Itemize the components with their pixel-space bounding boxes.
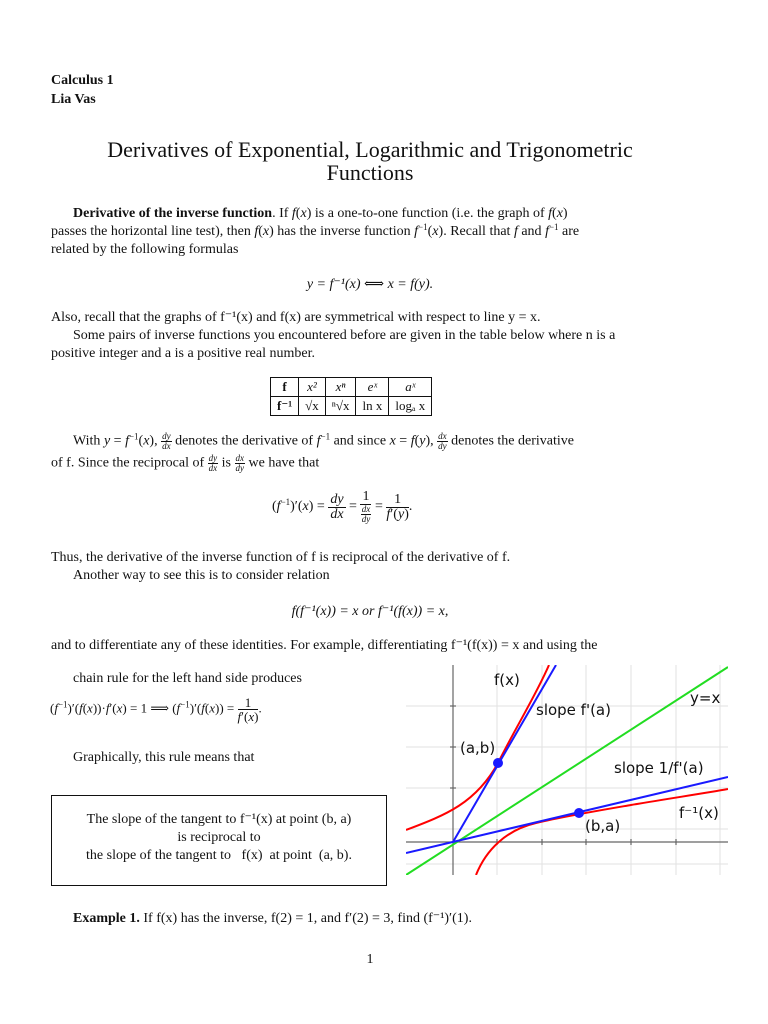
title-line-1: Derivatives of Exponential, Logarithmic and Trigonometric	[107, 137, 633, 162]
equation-chain-rule: $(f^{-1})'(f(x))\cdot f'(x) = 1$ ⟹ $(f^{-1})'(f(x))$ = $\frac{1}{f'(x)}$ .	[50, 695, 262, 724]
label-ba: (b,a)	[585, 817, 621, 835]
table-cell: ⁿ√x	[325, 397, 356, 416]
reciprocal-text: Thus, the derivative of the inverse function of f is reciprocal of the derivative of f.	[51, 550, 511, 565]
table-row-f	[271, 378, 432, 397]
example-1	[73, 910, 472, 928]
table-cell: eˣ	[356, 378, 389, 397]
chain-rule-text: chain rule for the left hand side produces	[73, 671, 302, 686]
rule-box	[51, 795, 387, 886]
equation-inverse-derivative: $(f^{-1})'(x)$ = $\frac{dy}{dx}$ = $\frac{1}{\frac{dx}{dy}}$ = $\frac{1}{f'(y)}$ .	[272, 489, 413, 524]
symmetry-text: Also, recall that the graphs of f⁻¹(x) and f(x) are symmetrical with respect to line y = x.	[51, 310, 541, 325]
table-intro-line2: positive integer and a is a positive real number.	[51, 346, 315, 361]
table-cell: f	[271, 378, 299, 397]
label-f-inverse: f⁻¹(x)	[679, 804, 719, 822]
title-line-2: Functions	[326, 160, 414, 185]
author-name: Lia Vas	[51, 92, 96, 107]
equation-composition: f(f⁻¹(x)) = x or f⁻¹(f(x)) = x,	[291, 604, 449, 619]
table-cell: logₐ x	[389, 397, 432, 416]
table-cell: f⁻¹	[271, 397, 299, 416]
table-cell: aˣ	[389, 378, 432, 397]
section-heading: Derivative of the inverse function	[73, 206, 273, 221]
course-header	[51, 71, 114, 109]
label-yx: y=x	[690, 689, 721, 707]
page-number: 1	[366, 952, 374, 967]
derivation-paragraph: With $y = f^{-1}(x)$, $\frac{dy}{dx}$ denotes the derivative of $f^{-1}$ and since x = f(y), $\frac{dx}{dy}$ denotes the derivative of f. Since the reciprocal of $\frac{dy}{dx}$ is $\frac{dx}{dy}$ we have that	[51, 431, 574, 473]
table-cell: xⁿ	[325, 378, 356, 397]
relation-intro: Another way to see this is to consider relation	[73, 568, 330, 583]
inverse-function-graph	[406, 665, 728, 875]
point-ab	[493, 758, 503, 768]
example-label: Example 1.	[73, 911, 140, 926]
rule-line-1: The slope of the tangent to f⁻¹(x) at point (b, a)	[86, 812, 352, 827]
point-ba	[574, 808, 584, 818]
equation-inverse-relation: y = f⁻¹(x) ⟺ x = f(y).	[306, 277, 434, 292]
rule-line-3: the slope of the tangent to f(x) at point (a, b).	[86, 848, 352, 863]
table-cell: ln x	[356, 397, 389, 416]
page-title	[0, 138, 740, 184]
reciprocal-paragraph	[51, 549, 721, 585]
label-fx: f(x)	[494, 671, 520, 689]
course-name: Calculus 1	[51, 73, 114, 88]
symmetry-paragraph	[51, 309, 711, 363]
table-intro-line1: Some pairs of inverse functions you encountered before are given in the table below where n is a	[73, 328, 616, 343]
inverse-functions-table	[270, 377, 432, 416]
example-text: If f(x) has the inverse, f(2) = 1, and f′(2) = 3, find (f⁻¹)′(1).	[139, 911, 472, 926]
graphical-text: Graphically, this rule means that	[73, 750, 255, 765]
table-cell: √x	[299, 397, 326, 416]
label-slope-f: slope f'(a)	[536, 701, 611, 719]
table-row-finv	[271, 397, 432, 416]
label-ab: (a,b)	[460, 739, 496, 757]
rule-line-2: is reciprocal to	[177, 830, 261, 845]
table-cell: x²	[299, 378, 326, 397]
intro-paragraph: Derivative of the inverse function. If f(x) is a one-to-one function (i.e. the graph of f(x) passes the horizontal line test), then f(x) has the inverse function $f^{-1}(x)$. Recall that f and $f^{-1}$ are related by the following formulas	[51, 206, 580, 257]
differentiate-paragraph: and to differentiate any of these identities. For example, differentiating f⁻¹(f(x)) = x and using the	[51, 638, 598, 653]
label-slope-inv: slope 1/f'(a)	[614, 759, 704, 777]
